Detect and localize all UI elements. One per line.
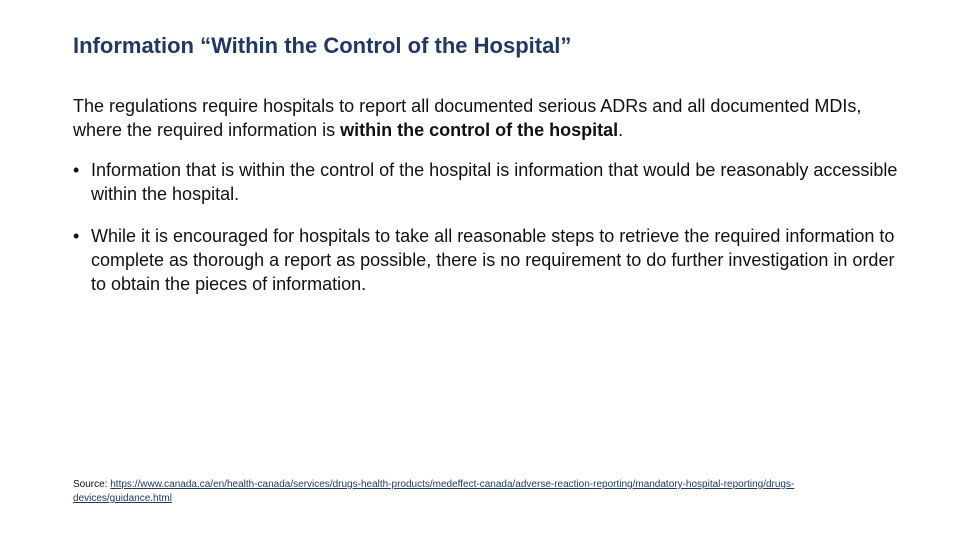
- bullet-text: While it is encouraged for hospitals to take all reasonable steps to retrieve the required information to complete as thorough a report as possible, there is no requirement to do further investigation in order to obtain the pieces of information.: [91, 226, 895, 294]
- source-link[interactable]: https://www.canada.ca/en/health-canada/services/drugs-health-products/medeffect-canada/adverse-reaction-reporting/mandatory-hospital-reporting/drugs-devices/guidance.html: [73, 479, 795, 504]
- slide-title: Information “Within the Control of the Hospital”: [73, 33, 572, 58]
- bullet-text: Information that is within the control of the hospital is information that would be reasonably accessible within the hospital.: [91, 160, 898, 204]
- bullet-item: [73, 224, 903, 296]
- bullet-list: [73, 158, 903, 296]
- bullet-item: [73, 158, 903, 206]
- intro-bold-text: within the control of the hospital: [340, 120, 619, 140]
- source-label: Source:: [73, 479, 111, 490]
- bullet-icon: •: [73, 226, 80, 246]
- intro-text: The regulations require hospitals to report all documented serious ADRs and all documented MDIs, where the required information is: [73, 96, 862, 140]
- bullet-icon: •: [73, 160, 80, 180]
- intro-paragraph: [73, 94, 913, 142]
- source-citation: [73, 478, 833, 506]
- intro-end: .: [618, 120, 624, 140]
